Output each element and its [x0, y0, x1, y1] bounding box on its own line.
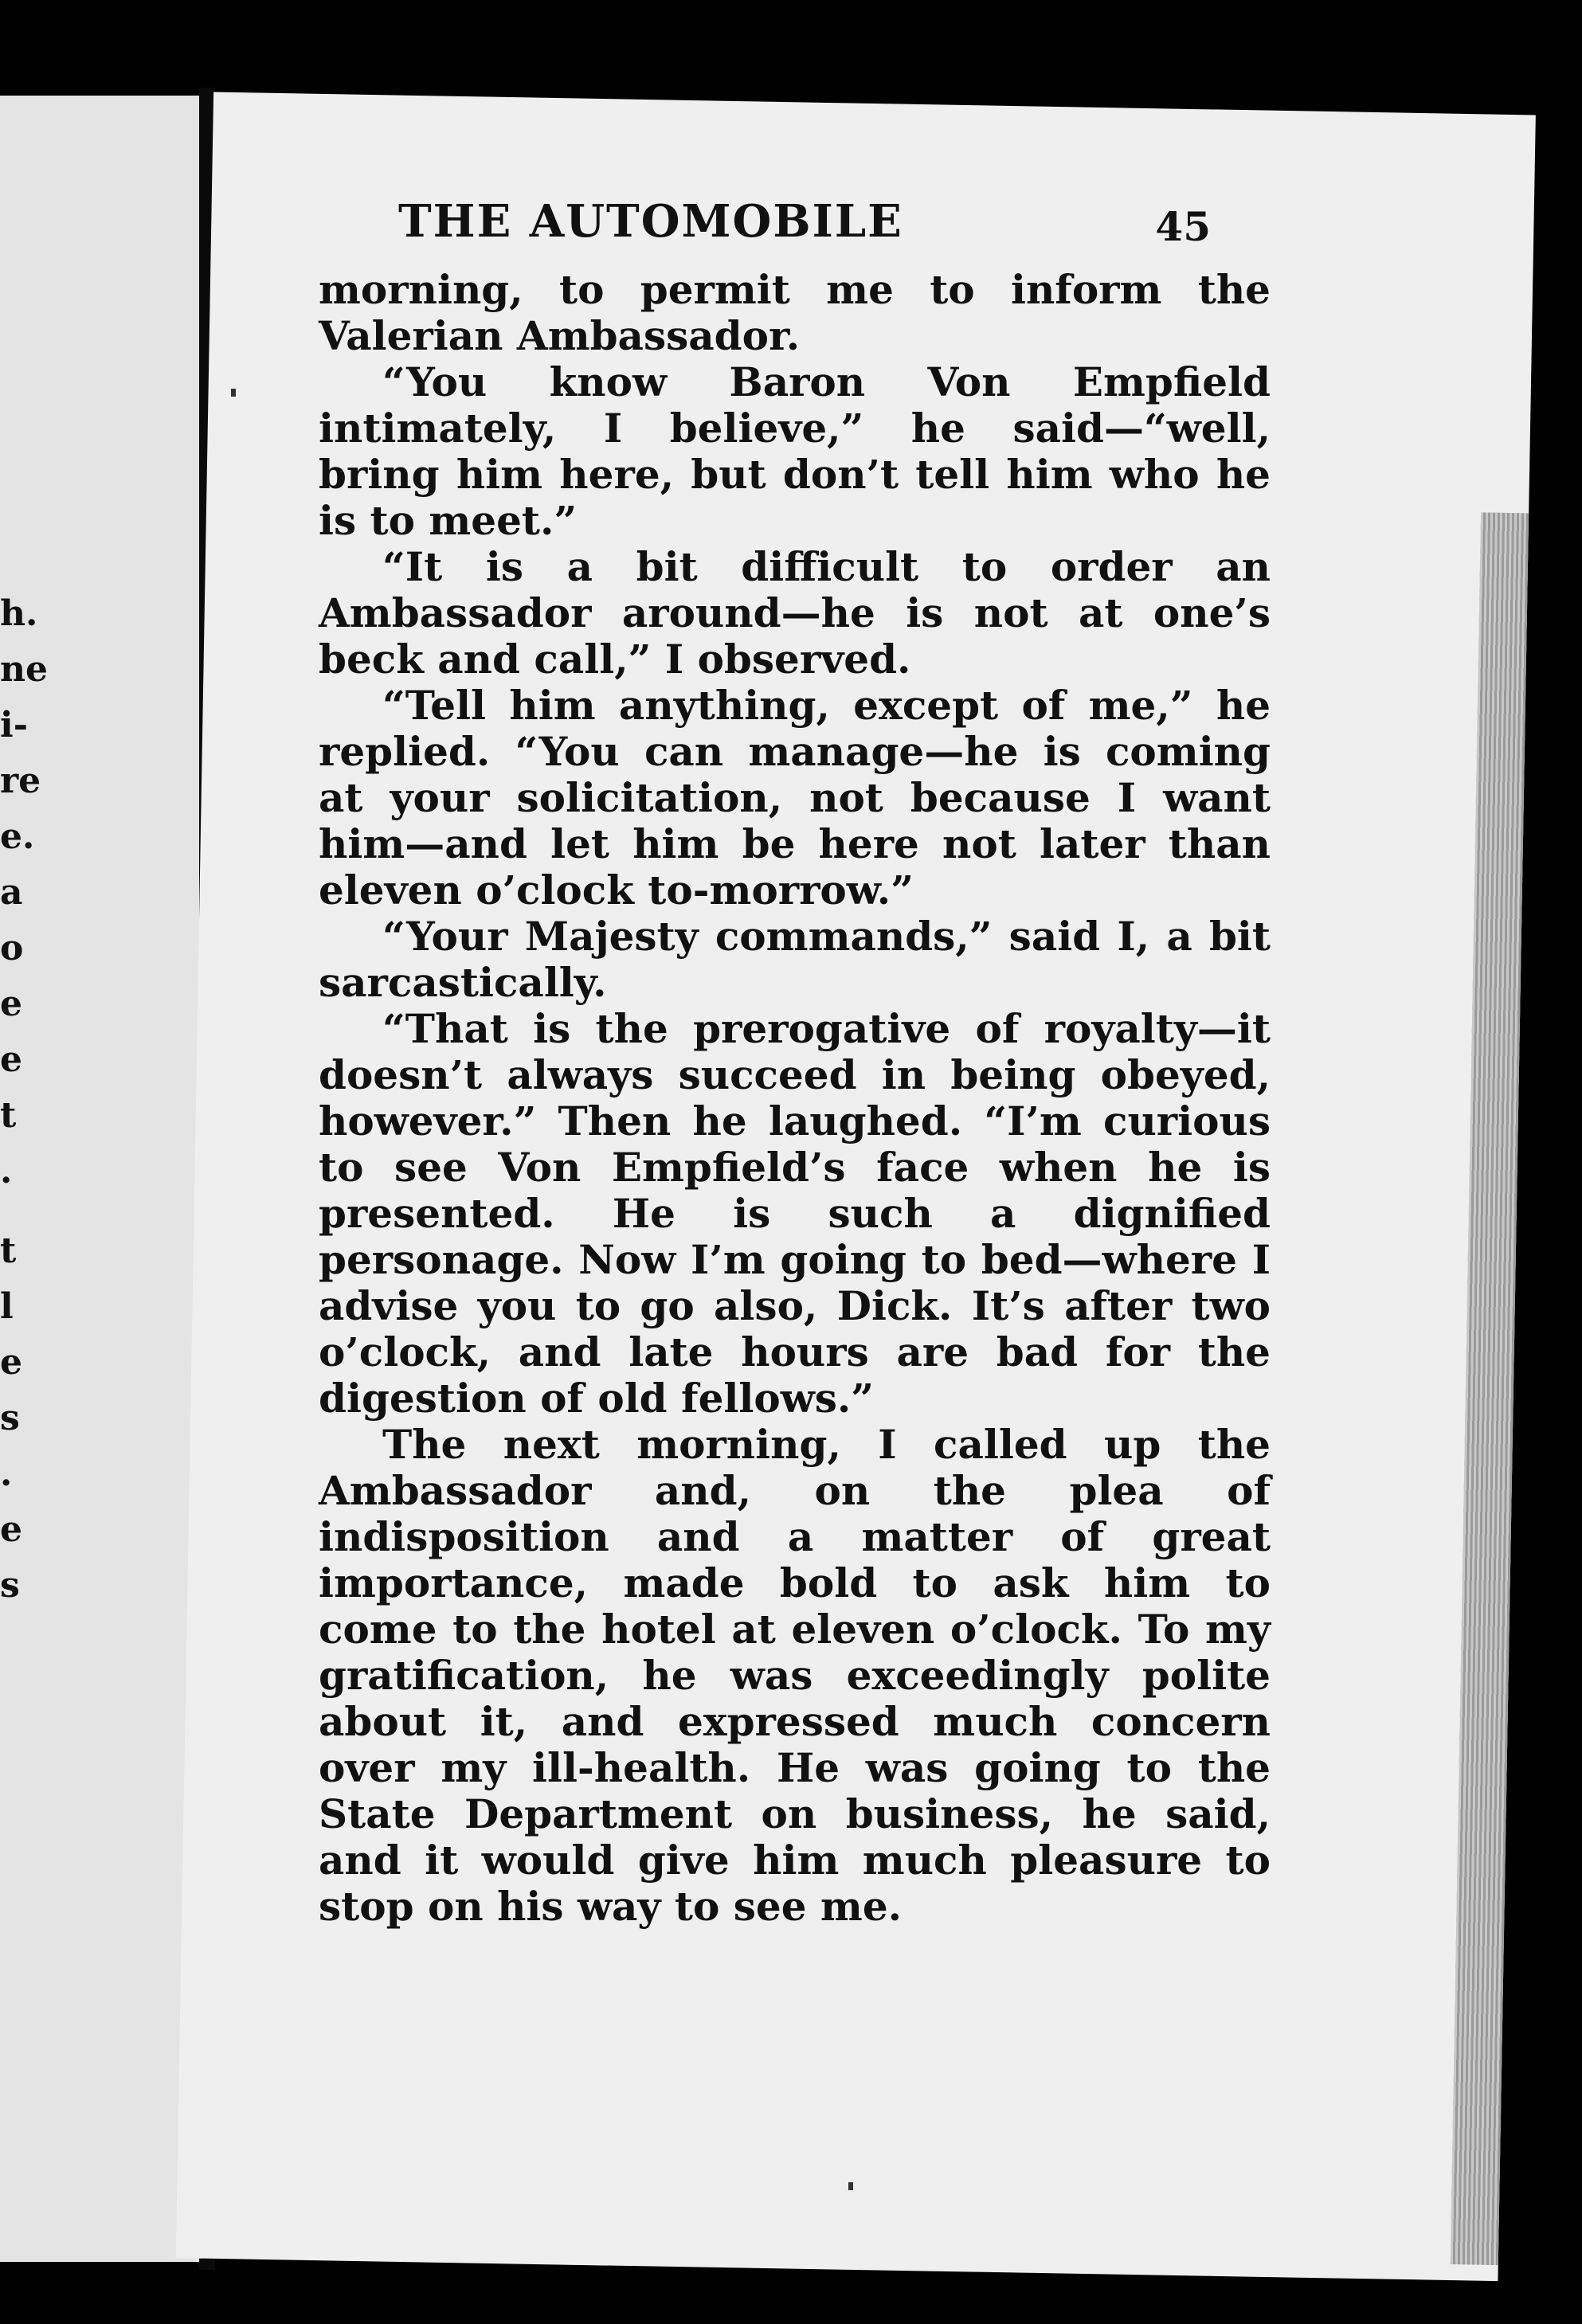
paragraph: morning, to permit me to inform the Valerian Ambassador.	[319, 266, 1271, 359]
facing-page-fragment: e	[0, 1509, 22, 1550]
facing-page-fragment: l	[0, 1286, 14, 1327]
facing-page-fragment: e	[0, 984, 22, 1024]
facing-page-fragment: t	[0, 1095, 17, 1136]
facing-page-fragment: s	[0, 1398, 20, 1438]
paragraph: “It is a bit difficult to order an Ambassador around—he is not at one’s beck and call,” I observed.	[319, 543, 1271, 683]
facing-page-fragment: h.	[0, 593, 38, 634]
facing-page-fragment: .	[0, 1453, 13, 1494]
page-body	[319, 267, 1271, 1930]
facing-page-fragment: e	[0, 1342, 22, 1383]
page-edges	[1451, 512, 1529, 2265]
facing-page-fragment: o	[0, 928, 24, 968]
facing-page-fragment: .	[0, 1151, 13, 1191]
bottom-mark	[848, 2182, 853, 2190]
facing-page-fragment: a	[0, 872, 23, 913]
paragraph: “You know Baron Von Empfield intimately, I believe,” he said—“well, bring him here, but don’t tell him who he is to meet.”	[319, 358, 1271, 544]
facing-page-fragment: ne	[0, 649, 48, 690]
facing-page-fragment: e	[0, 1039, 22, 1080]
page-header	[398, 195, 1211, 259]
facing-page-fragment: re	[0, 761, 41, 801]
facing-page-fragment: s	[0, 1565, 20, 1606]
facing-page-fragment: t	[0, 1230, 17, 1271]
margin-mark	[231, 389, 236, 397]
facing-page-fragment: i-	[0, 705, 28, 745]
paragraph: “Tell him anything, except of me,” he replied. “You can manage—he is coming at your solicitation, not because I want him—and let him be here not later than eleven o’clock to-morrow.”	[319, 682, 1271, 914]
paragraph: “Your Majesty commands,” said I, a bit sarcastically.	[319, 913, 1271, 1006]
running-head: THE AUTOMOBILE	[398, 195, 903, 248]
facing-page-fragment: e.	[0, 816, 35, 857]
facing-page	[0, 96, 199, 2262]
paragraph: “That is the prerogative of royalty—it doesn’t always succeed in being obeyed, however.” Then he laughed. “I’m curious to see Von Empfield’s face when he is presented. He is such a dignified personage. Now I’m going to bed—where I advise you to go also, Dick. It’s after two o’clock, and late hours are bad for the digestion of old fellows.”	[319, 1005, 1271, 1422]
paragraph: The next morning, I called up the Ambassador and, on the plea of indisposition and a matter of great importance, made bold to ask him to come to the hotel at eleven o’clock. To my gratification, he was exceedingly polite about it, and expressed much concern over my ill-health. He was going to the State Department on business, he said, and it would give him much pleasure to stop on his way to see me.	[319, 1421, 1271, 1930]
page-number: 45	[1155, 203, 1211, 250]
